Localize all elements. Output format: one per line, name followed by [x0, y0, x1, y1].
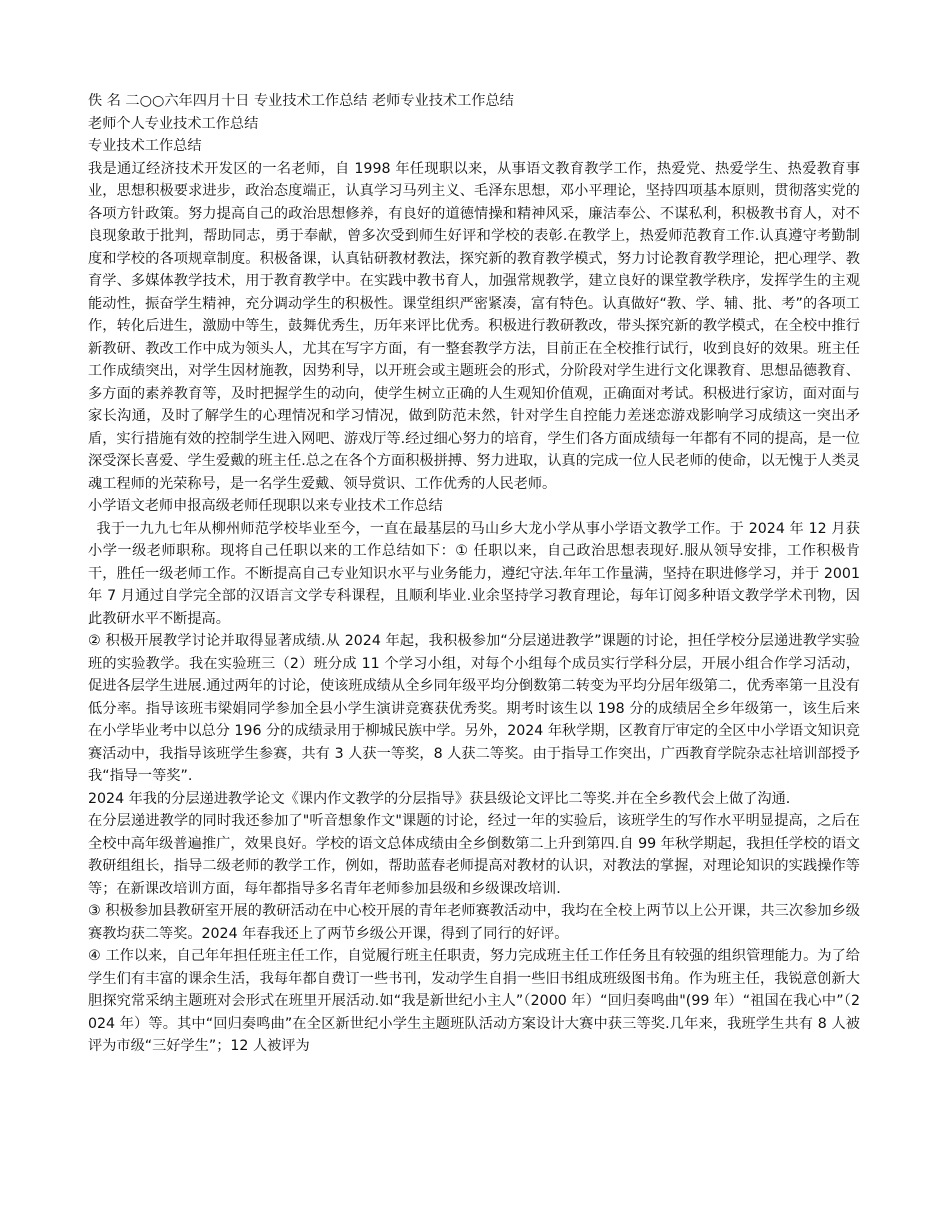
paragraph-teaching-research: ② 积极开展教学讨论并取得显著成绩.从 2024 年起，我积极参加“分层递进教学”课题的讨论，担任学校分层递进教学实验班的实验教学。我在实验班三（2）班分成 11 个学习小组，对每个小组每个成员实行学科分层，开展小组合作学习活动，促进各层学生进展.通过两年的讨论，使该班成绩从全乡同年级平均分倒数第二转变为平均分居年级第二，优秀率第一且没有低分率。指导该班韦梁娟同学参加全县小学生演讲竞赛获优秀奖。期考时该生以 198 分的成绩居全乡年级第一，该生后来在小学毕业考中以总分 196 分的成绩录用于柳城民族中学。另外，2024 年秋学期，区教育厅审定的全区中小学语文知识竞赛活动中，我指导该班学生参赛，共有 3 人获一等奖，8 人获二等奖。由于指导工作突出，广西教育学院杂志社培训部授予我“指导一等奖”.	[88, 633, 860, 784]
paragraph-public-lessons: ③ 积极参加县教研室开展的教研活动在中心校开展的青年老师赛教活动中，我均在全校上两节以上公开课，共三次参加乡级赛教均获二等奖。2024 年春我还上了两节乡级公开课，得到了同行的好评。	[88, 903, 860, 942]
document-page	[88, 90, 860, 1058]
paragraph-writing-project: 在分层递进教学的同时我还参加了"听音想象作文"课题的讨论，经过一年的实验后，该班学生的写作水平明显提高，之后在全校中高年级普遍推广，效果良好。学校的语文总体成绩由全乡倒数第二上升到第四.自 99 年秋学期起，我担任学校的语文教研组组长，指导二级老师的教学工作，例如，帮助蓝春老师提高对教材的认识，对教法的掌握，对理论知识的实践操作等等；在新课改培训方面，每年都指导多名青年老师参加县级和乡级课改培训.	[88, 813, 860, 897]
title-professional-summary: 专业技术工作总结	[88, 138, 202, 154]
paragraph-class-teacher-work: ④ 工作以来，自己年年担任班主任工作，自觉履行班主任职责，努力完成班主任工作任务且有较强的组织管理能力。为了给学生们有丰富的课余生活，我每年都自费订一些书刊，发动学生自捐一些旧书组成班级图书角。作为班主任，我锐意创新大胆探究常采纳主题班对会形式在班里开展活动.如“我是新世纪小主人”（2000 年）“回归奏鸣曲"(99 年）“祖国在我心中”（2024 年）等。其中“回归奏鸣曲”在全区新世纪小学生主题班队活动方案设计大赛中获三等奖.几年来，我班学生共有 8 人被评为市级“三好学生”；12 人被评为	[88, 948, 860, 1054]
document-header-line: 佚 名 二○○六年四月十日 专业技术工作总结 老师专业技术工作总结	[88, 93, 514, 109]
paragraph-thesis-award: 2024 年我的分层递进教学论文《课内作文教学的分层指导》获县级论文评比二等奖.并在全乡教代会上做了沟通.	[88, 790, 791, 807]
paragraph-tongliao-teacher: 我是通辽经济技术开发区的一名老师，自 1998 年任现职以来，从事语文教育教学工作，热爱党、热爱学生、热爱教育事业，思想积极要求进步，政治态度端正，认真学习马列主义、毛泽东思想，邓小平理论，坚持四项基本原则，贯彻落实党的各项方针政策。努力提高自己的政治思想修养，有良好的道德情操和精神风采，廉洁奉公、不谋私利，积极教书育人，对不良现象敢于批判，帮助同志，勇于奉献，曾多次受到师生好评和学校的表彰.在教学上，热爱师范教育工作.认真遵守考勤制度和学校的各项规章制度。积极备课，认真钻研教材教法，探究新的教育教学模式，努力讨论教育教学理论，把心理学、教育学、多媒体教学技术，用于教育教学中。在实践中教书育人，加强常规教学，建立良好的课堂教学秩序，发挥学生的主观能动性，振奋学生精神，充分调动学生的积极性。课堂组织严密紧凑，富有特色。认真做好“教、学、辅、批、考”的各项工作，转化后进生，激励中等生，鼓舞优秀生，历年来评比优秀。积极进行教研教改，带头探究新的教学模式，在全校中推行新教研、教改工作中成为领头人，尤其在写字方面，有一整套教学方法，目前正在全校推行试行，收到良好的效果。班主任工作成绩突出，对学生因材施教，因势利导，以开班会或主题班会的形式，分阶段对学生进行文化课教育、思想品德教育、多方面的素养教育等，及时把握学生的动向，使学生树立正确的人生观知价值观，正确面对考试。积极进行家访，面对面与家长沟通，及时了解学生的心理情况和学习情况，做到防范未然，针对学生自控能力差迷恋游戏影响学习成绩这一突出矛盾，实行措施有效的控制学生进入网吧、游戏厅等.经过细心努力的培育，学生们各方面成绩每一年都有不同的提高，是一位深受深长喜爱、学生爱戴的班主任.总之在各个方面积极拼搏、努力进取，认真的完成一位人民老师的使命，以无愧于人类灵魂工程师的光荣称号，是一名学生爱戴、领导赏识、工作优秀的人民老师。	[88, 160, 860, 492]
title-primary-chinese-teacher: 小学语文老师申报高级老师任现职以来专业技术工作总结	[88, 498, 443, 514]
title-teacher-personal-summary: 老师个人专业技术工作总结	[88, 115, 259, 132]
paragraph-career-overview: 我于一九九七年从柳州师范学校毕业至今，一直在最基层的马山乡大龙小学从事小学语文教学工作。于 2024 年 12 月获小学一级老师职称。现将自己任职以来的工作总结如下：① 任职以来，自己政治思想表现好.服从领导安排，工作积极肯干，胜任一级老师工作。不断提高自己专业知识水平与业务能力，遵纪守法.年年工作量满，坚持在职进修学习，并于 2001 年 7 月通过自学完全部的汉语言文学专科课程，且顺利毕业.业余坚持学习教育理论，每年订阅多种语文教学学术刊物，因此教研水平不断提高。	[88, 520, 860, 627]
